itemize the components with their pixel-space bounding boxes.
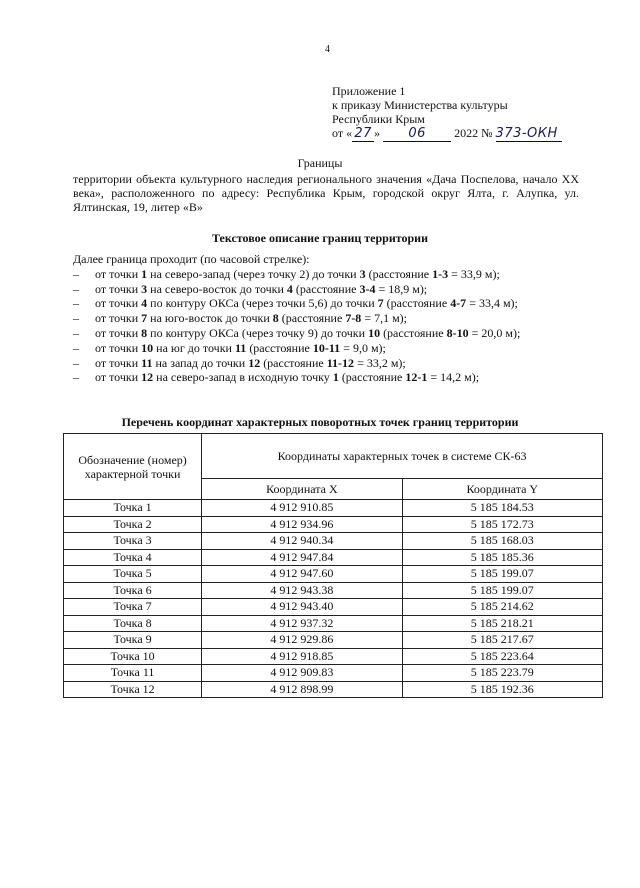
cell-x: 4 912 943.38 <box>202 582 402 599</box>
text-segment: = 14,2 м); <box>427 370 480 385</box>
cell-point: Точка 10 <box>64 648 202 665</box>
point-number: 4 <box>286 281 293 296</box>
cell-x: 4 912 943.40 <box>202 599 402 616</box>
point-number: 1 <box>332 370 339 385</box>
list-dash: – <box>73 370 79 385</box>
table-row <box>64 681 603 698</box>
text-segment: от точки <box>95 311 142 326</box>
text-segment: от точки <box>95 296 142 311</box>
point-number: 12-1 <box>405 370 428 385</box>
text-segment: от точки <box>95 325 142 340</box>
cell-x: 4 912 947.60 <box>202 566 402 583</box>
table-row <box>64 582 603 599</box>
cell-x: 4 912 940.34 <box>202 533 402 550</box>
boundary-item-text <box>95 326 520 341</box>
table-row <box>64 566 603 583</box>
cell-y: 5 185 214.62 <box>402 599 602 616</box>
text-segment: (расстояние <box>380 325 447 340</box>
list-dash: – <box>73 266 79 281</box>
text-segment: = 33,9 м); <box>448 266 500 281</box>
text-segment: = 9,0 м); <box>340 340 386 355</box>
boundary-item-text <box>95 296 518 311</box>
appendix-line1: Приложение 1 <box>332 84 406 98</box>
boundary-item <box>73 341 593 356</box>
table-row <box>64 500 603 517</box>
cell-y: 5 185 199.07 <box>402 566 602 583</box>
appendix-block <box>332 84 562 142</box>
text-segment: (расстояние <box>292 281 360 296</box>
list-dash: – <box>73 281 79 296</box>
header-x: Координата X <box>202 479 402 500</box>
table-row <box>64 599 603 616</box>
date-day-handwritten: 27 <box>352 127 374 142</box>
date-year: 2022 № <box>454 126 493 140</box>
cell-y: 5 185 184.53 <box>402 500 602 517</box>
text-segment: на северо-запад (через точку 2) до точки <box>147 266 360 281</box>
cell-point: Точка 3 <box>64 533 202 550</box>
text-segment: (расстояние <box>338 370 406 385</box>
cell-y: 5 185 172.73 <box>402 516 602 533</box>
point-number: 8 <box>141 325 148 340</box>
table-row <box>64 632 603 649</box>
boundary-item-text <box>95 311 407 326</box>
document-title: Границы <box>297 156 343 170</box>
cell-x: 4 912 937.32 <box>202 615 402 632</box>
header-point: Обозначение (номер) характерной точки <box>64 434 202 500</box>
text-segment: (расстояние <box>365 266 433 281</box>
point-number: 8-10 <box>446 325 469 340</box>
cell-y: 5 185 199.07 <box>402 582 602 599</box>
cell-y: 5 185 185.36 <box>402 549 602 566</box>
point-number: 12 <box>141 370 154 385</box>
cell-point: Точка 8 <box>64 615 202 632</box>
boundary-item <box>73 356 593 371</box>
cell-point: Точка 7 <box>64 599 202 616</box>
table-row <box>64 648 603 665</box>
list-dash: – <box>73 355 79 370</box>
boundary-intro: Далее граница проходит (по часовой стрелке): <box>73 252 310 266</box>
order-number-handwritten: 373-ОКН <box>496 127 562 142</box>
point-number: 3 <box>141 281 148 296</box>
coordinates-table <box>63 433 603 698</box>
cell-y: 5 185 217.67 <box>402 632 602 649</box>
text-segment: на юго-восток до точки <box>147 311 273 326</box>
list-dash: – <box>73 325 79 340</box>
point-number: 7-8 <box>345 311 362 326</box>
text-segment: на юг до точки <box>153 340 235 355</box>
point-number: 11-12 <box>326 355 355 370</box>
boundary-item <box>73 326 593 341</box>
cell-point: Точка 5 <box>64 566 202 583</box>
point-number: 8 <box>272 311 279 326</box>
text-segment: от точки <box>95 266 142 281</box>
date-prefix: от « <box>332 126 353 140</box>
cell-x: 4 912 934.96 <box>202 516 402 533</box>
cell-point: Точка 6 <box>64 582 202 599</box>
cell-y: 5 185 218.21 <box>402 615 602 632</box>
text-segment: (расстояние <box>383 296 451 311</box>
cell-x: 4 912 909.83 <box>202 665 402 682</box>
point-number: 3 <box>359 266 366 281</box>
text-segment: на запад до точки <box>152 355 249 370</box>
list-dash: – <box>73 340 79 355</box>
cell-y: 5 185 192.36 <box>402 681 602 698</box>
point-number: 11 <box>234 340 247 355</box>
text-segment: по контуру ОКСа (через точки 5,6) до точки <box>147 296 378 311</box>
cell-point: Точка 2 <box>64 516 202 533</box>
section-heading: Текстовое описание границ территории <box>211 231 429 245</box>
boundary-description <box>73 252 593 385</box>
table-row <box>64 533 603 550</box>
cell-point: Точка 4 <box>64 549 202 566</box>
cell-y: 5 185 168.03 <box>402 533 602 550</box>
header-coordinate-system: Координаты характерных точек в системе СК-63 <box>202 434 603 479</box>
point-number: 12 <box>248 355 261 370</box>
text-segment: (расстояние <box>260 355 327 370</box>
point-number: 7 <box>377 296 384 311</box>
text-segment: = 7,1 м); <box>361 311 408 326</box>
point-number: 4-7 <box>450 296 467 311</box>
text-segment: = 18,9 м); <box>375 281 428 296</box>
boundary-item-text <box>95 341 386 356</box>
table-row <box>64 516 603 533</box>
boundary-item <box>73 267 593 282</box>
appendix-date-line <box>332 126 562 142</box>
text-segment: на северо-восток до точки <box>147 281 287 296</box>
coordinates-table-body <box>64 500 603 698</box>
point-number: 10 <box>141 340 154 355</box>
table-heading: Перечень координат характерных поворотных точек границ территории <box>121 415 519 429</box>
point-number: 10-11 <box>312 340 341 355</box>
point-number: 1 <box>141 266 148 281</box>
date-mid: » <box>374 126 381 140</box>
boundary-item <box>73 311 593 326</box>
boundary-item-text <box>95 282 427 297</box>
boundary-item-text <box>95 370 479 385</box>
table-row <box>64 549 603 566</box>
text-segment: от точки <box>95 340 142 355</box>
cell-y: 5 185 223.64 <box>402 648 602 665</box>
text-segment: от точки <box>95 370 142 385</box>
boundary-item-text <box>95 267 500 282</box>
boundary-item <box>73 282 593 297</box>
boundary-item-text <box>95 356 406 371</box>
table-row <box>64 665 603 682</box>
boundary-item <box>73 370 593 385</box>
text-segment: = 33,2 м); <box>354 355 406 370</box>
boundary-item <box>73 296 593 311</box>
list-dash: – <box>73 296 79 311</box>
date-month-handwritten: 06 <box>383 127 451 142</box>
page-number: 4 <box>325 44 330 55</box>
text-segment: (расстояние <box>278 311 346 326</box>
text-segment: по контуру ОКСа (через точку 9) до точки <box>147 325 369 340</box>
cell-point: Точка 12 <box>64 681 202 698</box>
title-description: территории объекта культурного наследия регионального значения «Дача Поспелова, начало XX века», расположенного по адресу: Республика Крым, городской округ Ялта, г. Алупка, ул. Ялтинская, 19, литер «В» <box>73 172 579 214</box>
text-segment: от точки <box>95 355 142 370</box>
list-dash: – <box>73 311 79 326</box>
point-number: 1-3 <box>432 266 449 281</box>
cell-point: Точка 11 <box>64 665 202 682</box>
text-segment: на северо-запад в исходную точку <box>153 370 333 385</box>
cell-x: 4 912 929.86 <box>202 632 402 649</box>
point-number: 7 <box>141 311 148 326</box>
text-segment: (расстояние <box>246 340 313 355</box>
appendix-line2: к приказу Министерства культуры <box>332 98 508 112</box>
text-segment: от точки <box>95 281 142 296</box>
text-segment: = 33,4 м); <box>466 296 518 311</box>
cell-x: 4 912 910.85 <box>202 500 402 517</box>
text-segment: = 20,0 м); <box>468 325 521 340</box>
header-y: Координата Y <box>402 479 602 500</box>
appendix-line3: Республики Крым <box>332 112 425 126</box>
boundary-list <box>73 267 593 385</box>
point-number: 3-4 <box>359 281 376 296</box>
cell-x: 4 912 947.84 <box>202 549 402 566</box>
cell-point: Точка 1 <box>64 500 202 517</box>
cell-x: 4 912 898.99 <box>202 681 402 698</box>
table-row <box>64 615 603 632</box>
point-number: 4 <box>141 296 148 311</box>
cell-point: Точка 9 <box>64 632 202 649</box>
point-number: 10 <box>368 325 381 340</box>
point-number: 11 <box>141 355 153 370</box>
cell-x: 4 912 918.85 <box>202 648 402 665</box>
cell-y: 5 185 223.79 <box>402 665 602 682</box>
